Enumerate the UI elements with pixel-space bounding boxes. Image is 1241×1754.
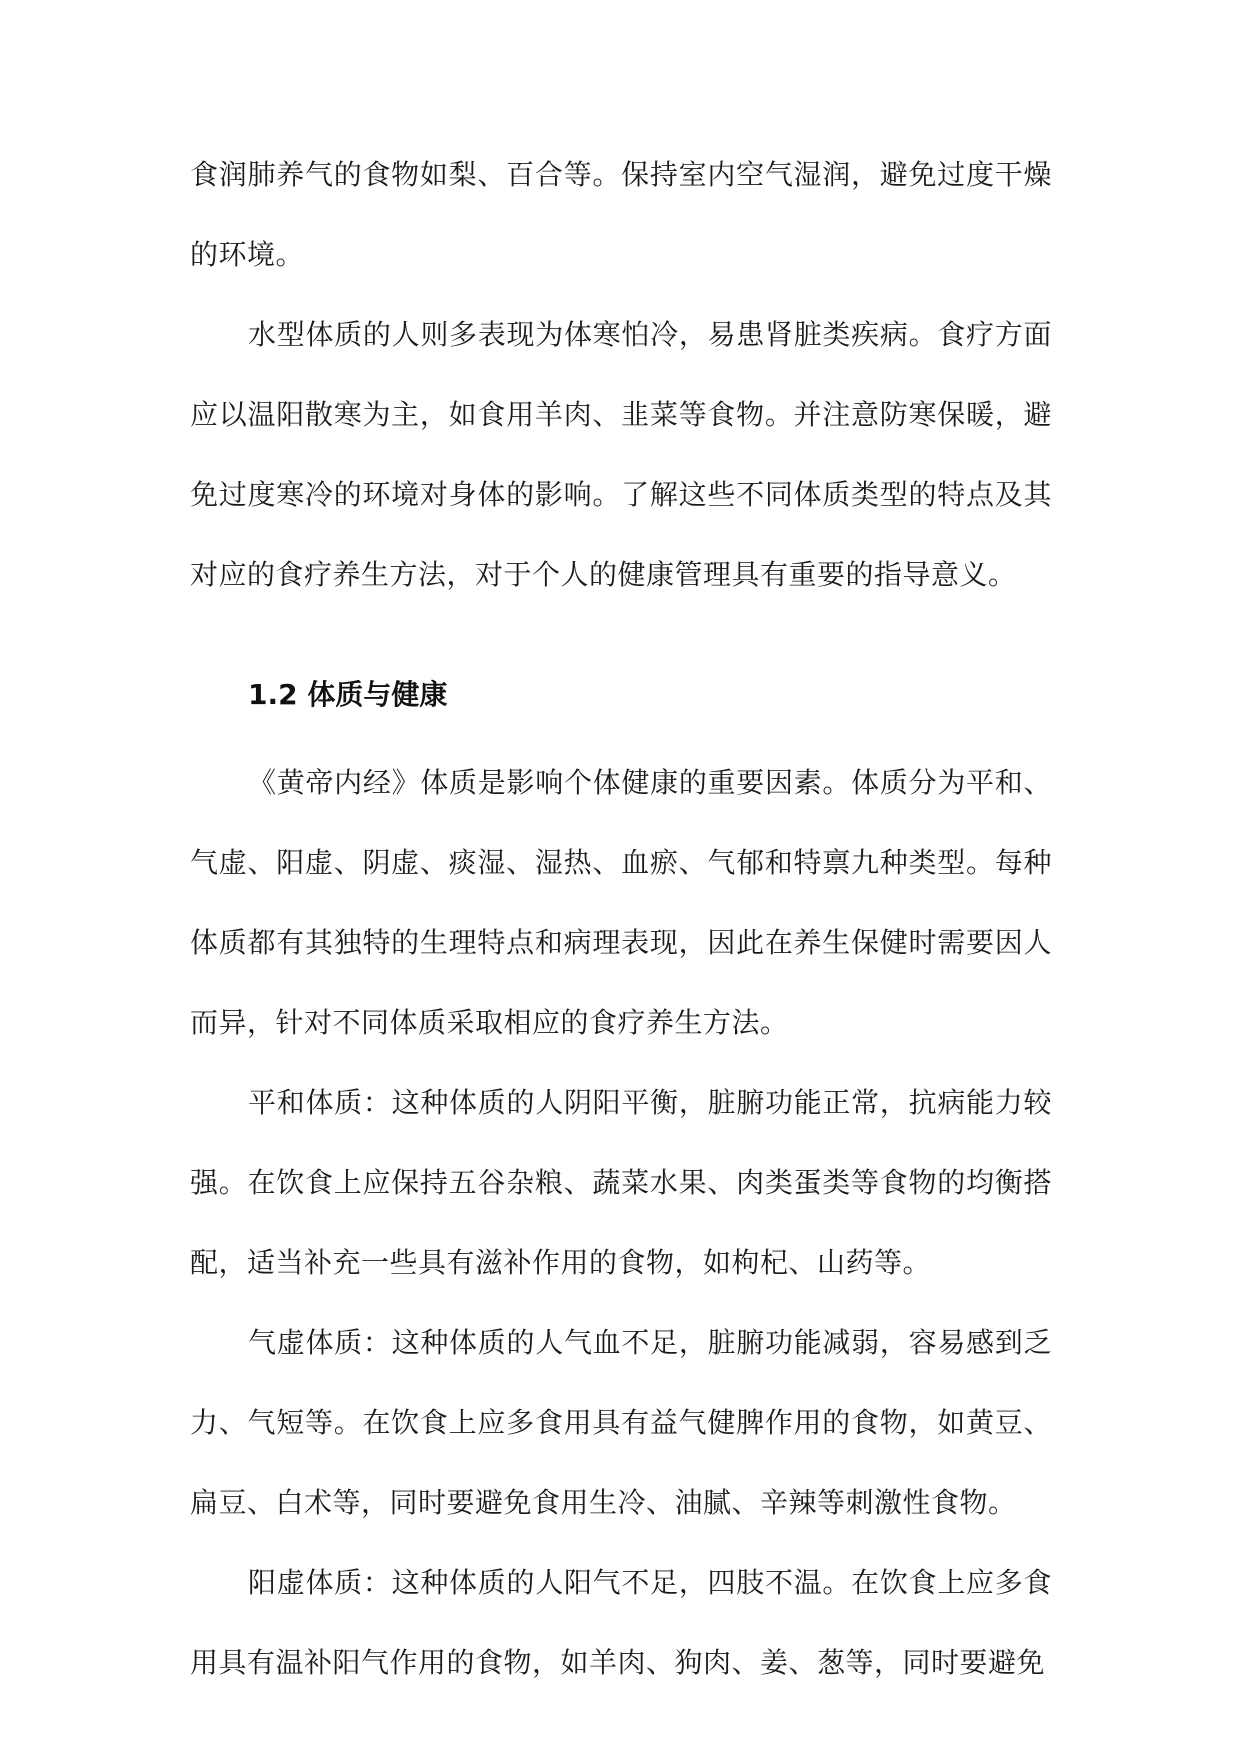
paragraph-balanced-constitution: 平和体质：这种体质的人阴阳平衡，脏腑功能正常，抗病能力较强。在饮食上应保持五谷杂粮、蔬菜水果、肉类蛋类等食物的均衡搭配，适当补充一些具有滋补作用的食物，如枸杞、山药等。 (190, 1086, 1052, 1279)
paragraph-yang-deficiency: 阳虚体质：这种体质的人阳气不足，四肢不温。在饮食上应多食用具有温补阳气作用的食物，如羊肉、狗肉、姜、葱等，同时要避免 (190, 1566, 1052, 1679)
document-body (190, 135, 1052, 1703)
paragraph-huangdi-neijing: 《黄帝内经》体质是影响个体健康的重要因素。体质分为平和、气虚、阳虚、阴虚、痰湿、湿热、血瘀、气郁和特禀九种类型。每种体质都有其独特的生理特点和病理表现，因此在养生保健时需要因人而异，针对不同体质采取相应的食疗养生方法。 (190, 766, 1052, 1039)
paragraph-continuation: 食润肺养气的食物如梨、百合等。保持室内空气湿润，避免过度干燥的环境。 (190, 158, 1052, 271)
paragraph-qi-deficiency: 气虚体质：这种体质的人气血不足，脏腑功能减弱，容易感到乏力、气短等。在饮食上应多食用具有益气健脾作用的食物，如黄豆、扁豆、白术等，同时要避免食用生冷、油腻、辛辣等刺激性食物。 (190, 1326, 1052, 1519)
section-heading: 1.2 体质与健康 (248, 678, 448, 711)
paragraph-water-constitution: 水型体质的人则多表现为体寒怕冷，易患肾脏类疾病。食疗方面应以温阳散寒为主，如食用羊肉、韭菜等食物。并注意防寒保暖，避免过度寒冷的环境对身体的影响。了解这些不同体质类型的特点及其对应的食疗养生方法，对于个人的健康管理具有重要的指导意义。 (190, 318, 1052, 591)
